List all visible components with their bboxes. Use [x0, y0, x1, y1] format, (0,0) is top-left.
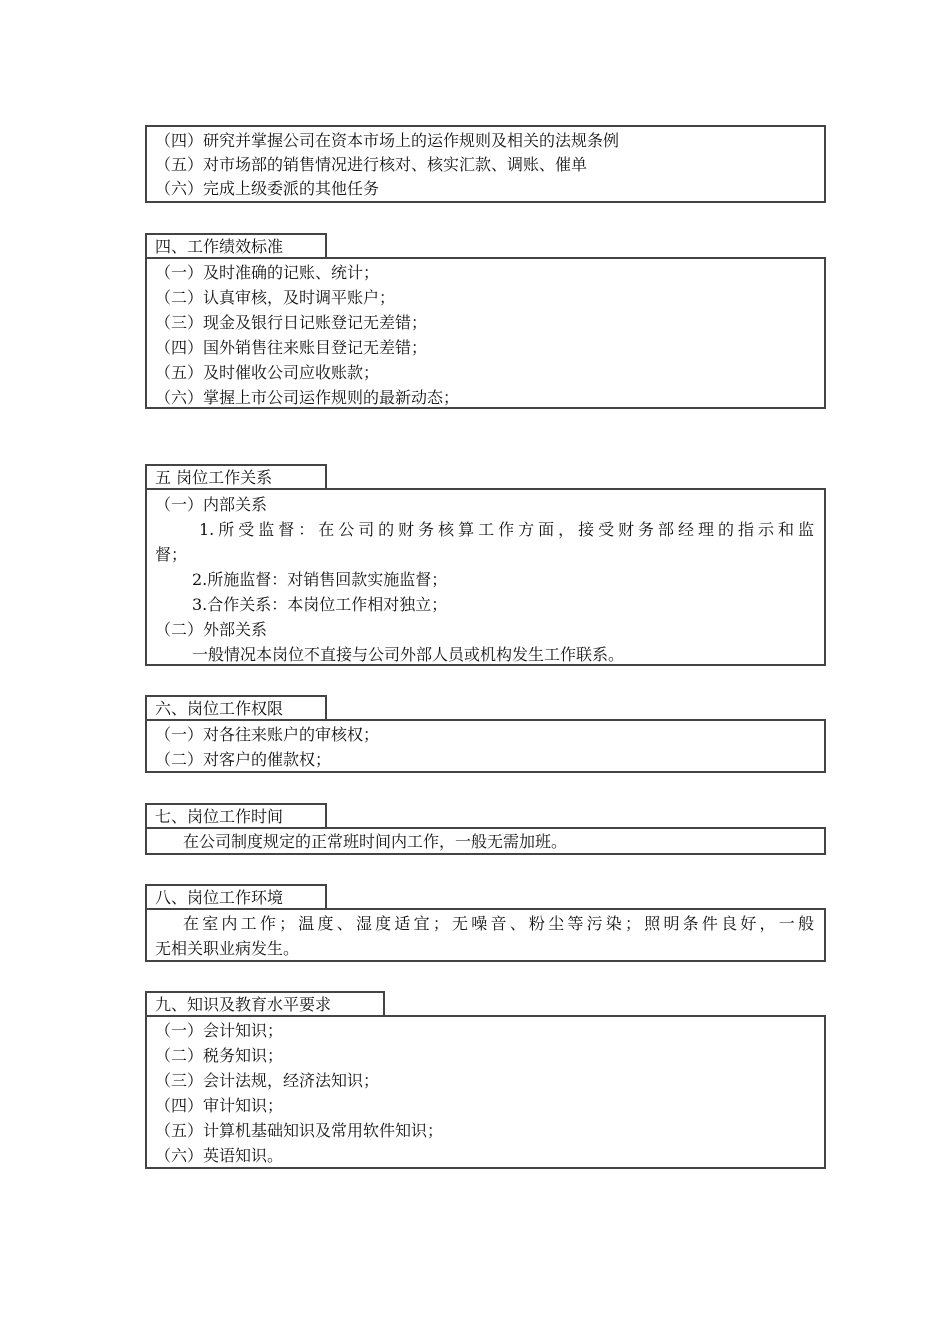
external-relations-heading: （二）外部关系	[155, 620, 268, 639]
list-item: （六）掌握上市公司运作规则的最新动态；	[155, 388, 460, 407]
list-item: （四）国外销售往来账目登记无差错；	[155, 338, 428, 357]
internal-relations-item-1: 1.所受监督：在公司的财务核算工作方面，接受财务部经理的指示和监	[199, 520, 814, 539]
list-item: （二）税务知识；	[155, 1046, 284, 1065]
section3-continued-box	[145, 125, 826, 203]
list-item: （六）完成上级委派的其他任务	[155, 179, 380, 198]
section8-title: 八、岗位工作环境	[145, 884, 327, 909]
list-item: （一）及时准确的记账、统计；	[155, 263, 380, 282]
environment-text-line-1: 在室内工作；温度、湿度适宜；无噪音、粉尘等污染；照明条件良好，一般	[183, 914, 814, 933]
working-time-text: 在公司制度规定的正常班时间内工作，一般无需加班。	[183, 832, 568, 851]
section8-box	[145, 908, 826, 962]
internal-relations-item-2: 2.所施监督：对销售回款实施监督；	[192, 570, 448, 589]
section7-title: 七、岗位工作时间	[145, 803, 327, 828]
list-item: （五）计算机基础知识及常用软件知识；	[155, 1121, 444, 1140]
list-item: （五）对市场部的销售情况进行核对、核实汇款、调账、催单	[155, 155, 588, 174]
list-item: （一）会计知识；	[155, 1021, 284, 1040]
internal-relations-heading: （一）内部关系	[155, 495, 268, 514]
list-item: （三）会计法规，经济法知识；	[155, 1071, 380, 1090]
list-item: （四）研究并掌握公司在资本市场上的运作规则及相关的法规条例	[155, 131, 620, 150]
section7-box	[145, 827, 826, 855]
section6-box	[145, 719, 826, 773]
list-item: （五）及时催收公司应收账款；	[155, 363, 380, 382]
section5-box	[145, 488, 826, 666]
section6-title: 六、岗位工作权限	[145, 695, 327, 720]
list-item: （六）英语知识。	[155, 1146, 284, 1165]
list-item: （四）审计知识；	[155, 1096, 284, 1115]
section5-title: 五 岗位工作关系	[145, 464, 327, 489]
section4-title: 四、工作绩效标准	[145, 233, 327, 258]
list-item: （二）对客户的催款权；	[155, 750, 332, 769]
internal-relations-item-1-cont: 督；	[155, 545, 188, 564]
section4-box	[145, 257, 826, 409]
section9-box	[145, 1015, 826, 1169]
environment-text-line-2: 无相关职业病发生。	[155, 939, 300, 958]
internal-relations-item-3: 3.合作关系：本岗位工作相对独立；	[192, 595, 448, 614]
section9-title: 九、知识及教育水平要求	[145, 991, 385, 1016]
list-item: （二）认真审核，及时调平账户；	[155, 288, 396, 307]
list-item: （三）现金及银行日记账登记无差错；	[155, 313, 428, 332]
external-relations-text: 一般情况本岗位不直接与公司外部人员或机构发生工作联系。	[192, 645, 625, 664]
list-item: （一）对各往来账户的审核权；	[155, 725, 380, 744]
